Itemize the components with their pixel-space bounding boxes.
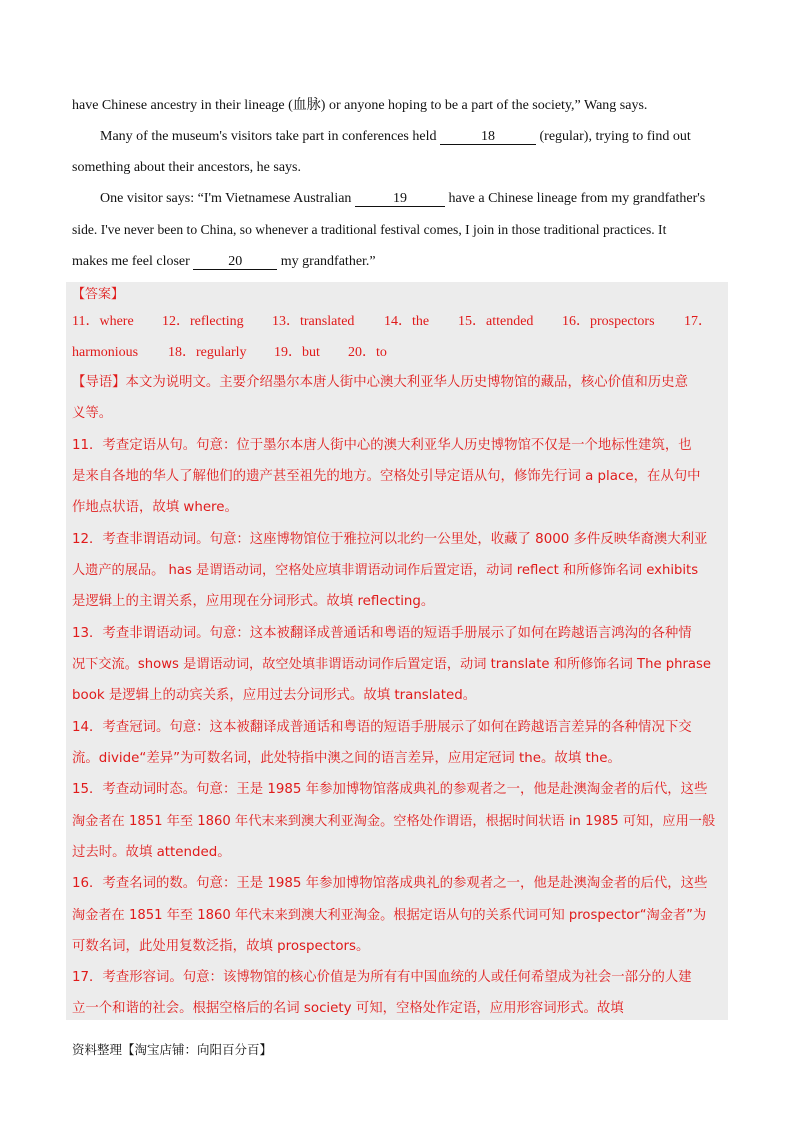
guide-line: 【导语】本文为说明文。主要介绍墨尔本唐人街中心澳大利亚华人历史博物馆的藏品，核心价值和历史意 (72, 375, 688, 390)
blank-18: 18 (440, 129, 536, 145)
explanation-line: 是来自各地的华人了解他们的遗产甚至祖先的地方。空格处引导定语从句，修饰先行词 a place，在从句中 (72, 469, 701, 484)
explanation-line: 人遗产的展品。 has 是谓语动词，空格处应填非谓语动词作后置定语，动词 reflect 和所修饰名词 exhibits (72, 563, 699, 578)
explanation-line: 立一个和谐的社会。根据空格后的名词 society 可知，空格处作定语，应用形容词形式。故填 (72, 1001, 624, 1016)
passage-text: my grandfather.” (280, 254, 376, 269)
explanation-line: 可数名词，此处用复数泛指，故填 prospectors。 (72, 939, 370, 954)
explanation-line: 流。divide“差异”为可数名词，此处特指中澳之间的语言差异，应用定冠词 the。故填 the。 (72, 751, 621, 766)
explanation-line: 17．考查形容词。句意：该博物馆的核心价值是为所有有中国血统的人或任何希望成为社会一部分的人建 (72, 970, 692, 985)
explanation-line: 14．考查冠词。句意：这本被翻译成普通话和粤语的短语手册展示了如何在跨越语言差异的各种情况下交 (72, 720, 692, 735)
passage-text: makes me feel closer (72, 254, 190, 269)
explanation-line: 淘金者在 1851 年至 1860 年代末来到澳大利亚淘金。空格处作谓语，根据时间状语 in 1985 可知，应用一般 (72, 814, 716, 829)
answer-item: 16．prospectors (562, 314, 655, 329)
passage-line-1: have Chinese ancestry in their lineage (血脉) or anyone hoping to be a part of the society,” Wang says. (72, 98, 648, 113)
answer-item: 15．attended (458, 314, 534, 329)
explanation-line: 13．考查非谓语动词。句意：这本被翻译成普通话和粤语的短语手册展示了如何在跨越语言鸿沟的各种情 (72, 626, 692, 641)
explanation-line: 过去时。故填 attended。 (72, 845, 231, 860)
guide-line: 义等。 (72, 406, 113, 421)
answer-item: 17． (684, 314, 712, 329)
answer-item: 11．where (72, 314, 134, 329)
passage-text: have a Chinese lineage from my grandfather's (448, 191, 706, 206)
explanation-line: book 是逻辑上的动宾关系，应用过去分词形式。故填 translated。 (72, 688, 477, 703)
blank-20: 20 (193, 254, 277, 270)
explanation-line: 15．考查动词时态。句意：王是 1985 年参加博物馆落成典礼的参观者之一，他是赴澳淘金者的后代，这些 (72, 782, 708, 797)
answer-item: 19．but (274, 345, 320, 360)
explanation-line: 11．考查定语从句。句意：位于墨尔本唐人街中心的澳大利亚华人历史博物馆不仅是一个地标性建筑，也 (72, 438, 692, 453)
explanation-line: 况下交流。shows 是谓语动词，故空处填非谓语动词作后置定语，动词 translate 和所修饰名词 The phrase (72, 657, 711, 672)
answer-item: 14．the (384, 314, 430, 329)
passage-text: One visitor says: “I'm Vietnamese Australian (100, 191, 352, 206)
passage-paragraph-2 (100, 127, 728, 147)
answer-item: 18．regularly (168, 345, 247, 360)
passage-line (72, 252, 728, 272)
answer-item: 20．to (348, 345, 387, 360)
answer-item: 12．reflecting (162, 314, 244, 329)
passage-text: Many of the museum's visitors take part in conferences held (100, 129, 437, 144)
explanation-line: 12．考查非谓语动词。句意：这座博物馆位于雅拉河以北约一公里处，收藏了 8000 多件反映华裔澳大利亚 (72, 532, 708, 547)
explanation-line: 是逻辑上的主谓关系，应用现在分词形式。故填 reflecting。 (72, 594, 435, 609)
page-footer: 资料整理【淘宝店铺：向阳百分百】 (72, 1042, 273, 1057)
explanation-line: 16．考查名词的数。句意：王是 1985 年参加博物馆落成典礼的参观者之一，他是赴澳淘金者的后代，这些 (72, 876, 708, 891)
answer-heading: 【答案】 (72, 287, 125, 302)
passage-paragraph-3 (100, 189, 728, 209)
passage-line: something about their ancestors, he says. (72, 160, 302, 175)
explanation-line: 淘金者在 1851 年至 1860 年代末来到澳大利亚淘金。根据定语从句的关系代词可知 prospector“淘金者”为 (72, 908, 707, 923)
passage-line: side. I've never been to China, so whenever a traditional festival comes, I join in those traditional practices. It (72, 222, 667, 237)
answer-item: 13．translated (272, 314, 355, 329)
explanation-line: 作地点状语，故填 where。 (72, 500, 238, 515)
answer-item: harmonious (72, 345, 139, 360)
blank-19: 19 (355, 191, 445, 207)
passage-text: (regular), trying to find out (539, 129, 691, 144)
